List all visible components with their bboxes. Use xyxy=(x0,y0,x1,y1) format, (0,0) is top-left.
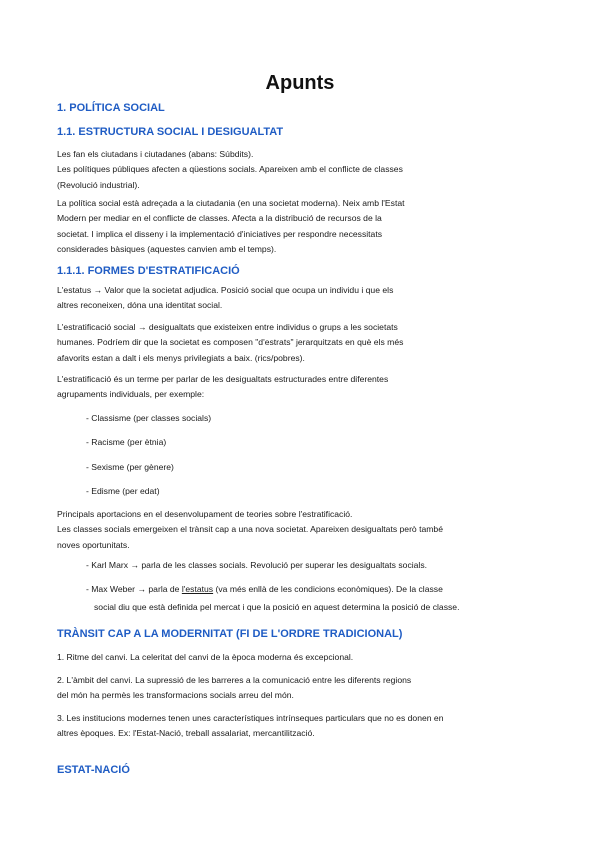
paragraph-estratificacio-social xyxy=(57,320,547,366)
list-item-karl-marx: - Karl Marx → parla de les classes socials. Revolució per superar les desigualtats socials. xyxy=(86,560,428,570)
page-title: Apunts xyxy=(265,72,335,94)
heading-estat-nacio: ESTAT-NACIÓ xyxy=(57,764,130,776)
paragraph-institucions xyxy=(57,711,547,742)
estatus-link[interactable]: l'estatus xyxy=(181,584,214,594)
text-line: (Revolució industrial). xyxy=(57,179,140,190)
text-line: Modern per mediar en el conflicte de classes. Afecta a la distribució de recursos de la xyxy=(57,213,382,224)
paragraph-estatus xyxy=(57,283,547,314)
text-line: La política social està adreçada a la ciutadania (en una societat moderna). Neix amb l'Estat xyxy=(57,198,405,208)
text-line: Les fan els ciutadans i ciutadanes (abans: Súbdits). xyxy=(57,149,254,159)
list-item-sexisme: - Sexisme (per gènere) xyxy=(86,462,174,472)
text-line: social diu que està definida pel mercat i que la posició en aquest determina la posició de classe. xyxy=(94,601,460,612)
paragraph-ambit-canvi xyxy=(57,673,547,704)
text-line: agrupaments individuals, per exemple: xyxy=(57,389,205,400)
text-line xyxy=(86,581,459,599)
text-line: altres reconeixen, dóna una identitat social. xyxy=(57,300,223,311)
list-item-max-weber xyxy=(86,581,459,616)
list-item-classisme: - Classisme (per classes socials) xyxy=(86,413,212,423)
paragraph-aportacions xyxy=(57,507,547,553)
list-item-racisme: - Racisme (per ètnia) xyxy=(86,437,167,447)
text-line: del món ha permès les transformacions socials arreu del món. xyxy=(57,690,294,701)
text-line: 2. L'àmbit del canvi. La supressió de les barreres a la comunicació entre les diferents regions xyxy=(57,675,412,685)
paragraph-estratificacio-terme xyxy=(57,372,547,403)
text-line: L'estratificació social → desigualtats que existeixen entre individus o grups a les societats xyxy=(57,322,398,332)
text-span: (va més enllà de les condicions econòmiques). De la classe xyxy=(213,584,443,594)
text-line: Les polítiques públiques afecten a qüestions socials. Apareixen amb el conflicte de classes xyxy=(57,164,403,175)
heading-formes-estratificacio: 1.1.1. FORMES D'ESTRATIFICACIÓ xyxy=(57,265,240,277)
text-line: altres èpoques. Ex: l'Estat-Nació, treball assalariat, mercantilització. xyxy=(57,728,315,739)
heading-politica-social: 1. POLÍTICA SOCIAL xyxy=(57,102,165,114)
text-line: afavorits estan a dalt i els menys privilegiats a baix. (rics/pobres). xyxy=(57,352,305,363)
heading-transit-modernitat: TRÀNSIT CAP A LA MODERNITAT (FI DE L'ORDRE TRADICIONAL) xyxy=(57,628,403,640)
text-line: noves oportunitats. xyxy=(57,539,130,550)
text-span: - Max Weber → parla de xyxy=(86,584,182,594)
text-line: 3. Les institucions modernes tenen unes característiques intrínseques particulars que no es donen en xyxy=(57,713,444,723)
text-line: humanes. Podríem dir que la societat es composen "d'estrats" jerarquitzats en què els més xyxy=(57,337,404,348)
text-line: societat. I implica el disseny i la implementació d'iniciatives per respondre necessitats xyxy=(57,228,383,239)
paragraph-ritme-canvi: 1. Ritme del canvi. La celeritat del canvi de la època moderna és excepcional. xyxy=(57,652,354,662)
text-line: L'estratificació és un terme per parlar de les desigualtats estructurades entre diferentes xyxy=(57,374,389,384)
paragraph-ciutadans xyxy=(57,147,547,193)
text-line: considerades bàsiques (aquestes canvien amb el temps). xyxy=(57,244,277,255)
text-line: Les classes socials emergeixen el trànsit cap a una nova societat. Apareixen desigualtats però també xyxy=(57,524,443,535)
list-item-edisme: - Edisme (per edat) xyxy=(86,486,160,496)
heading-estructura-social: 1.1. ESTRUCTURA SOCIAL I DESIGUALTAT xyxy=(57,126,284,138)
text-line: Principals aportacions en el desenvolupament de teories sobre l'estratificació. xyxy=(57,509,353,519)
text-line: L'estatus → Valor que la societat adjudica. Posició social que ocupa un individu i que els xyxy=(57,285,394,295)
paragraph-politica-social xyxy=(57,196,547,258)
